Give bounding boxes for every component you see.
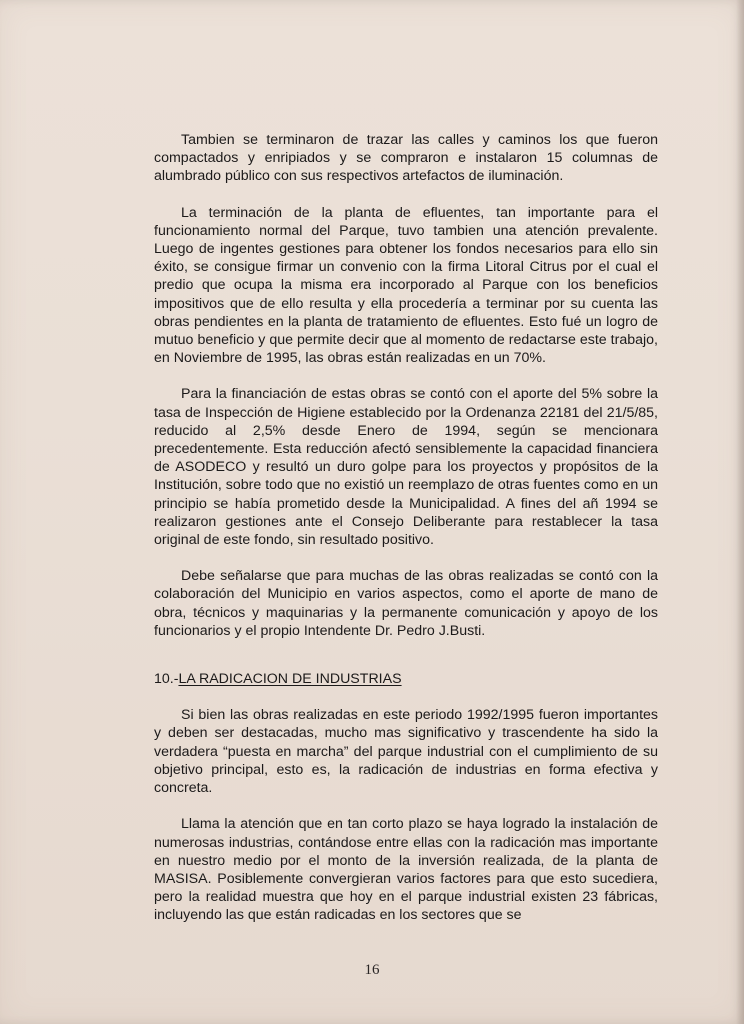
document-body xyxy=(154,131,658,925)
paragraph-municipal-collaboration: Debe señalarse que para muchas de las obras realizadas se contó con la colaboración del Municipio en varios aspectos, como el aporte de mano de obra, técnicos y maquinarias y la permanente comunicación y apoyo de los funcionarios y el propio Intendente Dr. Pedro J.Busti. xyxy=(154,568,658,639)
section-heading xyxy=(154,670,658,688)
paragraph-industrial-park-startup: Si bien las obras realizadas en este periodo 1992/1995 fueron importantes y deben ser destacadas, mucho mas significativo y trascendente ha sido la verdadera “puesta en marcha” del parque industrial con el cumplimiento de su objetivo principal, esto es, la radicación de industrias en forma efectiva y concreta. xyxy=(154,707,658,797)
paragraph-effluent-plant: La terminación de la planta de efluentes, tan importante para el funcionamiento normal del Parque, tuvo tambien una atención prevalente. Luego de ingentes gestiones para obtener los fondos necesarios para ello sin éxito, se consigue firmar un convenio con la firma Litoral Citrus por el cual el predio que ocupa la misma era incorporado al Parque con los beneficios impositivos que de ello resulta y ella procedería a terminar por su cuenta las obras pendientes en la planta de tratamiento de efluentes. Esto fué un logro de mutuo beneficio y que permite decir que al momento de redactarse este trabajo, en Noviembre de 1995, las obras están realizadas en un 70%. xyxy=(154,204,658,367)
paragraph-streets-lighting: Tambien se terminaron de trazar las calles y caminos los que fueron compactados y enripiados y se compraron e instalaron 15 columnas de alumbrado público con sus respectivos artefactos de iluminación. xyxy=(154,132,658,185)
page-number: 16 xyxy=(364,962,380,978)
section-title: LA RADICACION DE INDUSTRIAS xyxy=(178,671,402,688)
paragraph-financing: Para la financiación de estas obras se contó con el aporte del 5% sobre la tasa de Inspección de Higiene establecido por la Ordenanza 22181 del 21/5/85, reducido al 2,5% desde Enero de 1994, según se mencionara precedentemente. Esta reducción afectó sensiblemente la capacidad financiera de ASODECO y resultó un duro golpe para los proyectos y propósitos de la Institución, sobre todo que no existió un reemplazo de otras fuentes como en un principio se había prometido desde la Municipalidad. A fines del añ 1994 se realizaron gestiones ante el Consejo Deliberante para restablecer la tasa original de este fondo, sin resultado positivo. xyxy=(154,386,658,549)
paragraph-industries-installed: Llama la atención que en tan corto plazo se haya logrado la instalación de numerosas industrias, contándose entre ellas con la radicación mas importante en nuestro medio por el monto de la inversión realizada, de la planta de MASISA. Posiblemente convergieran varios factores para que esto sucediera, pero la realidad muestra que hoy en el parque industrial existen 23 fábricas, incluyendo las que están radicadas en los sectores que se xyxy=(154,816,658,924)
paper-edge-shadow xyxy=(736,0,744,1024)
section-number: 10.- xyxy=(154,671,179,688)
